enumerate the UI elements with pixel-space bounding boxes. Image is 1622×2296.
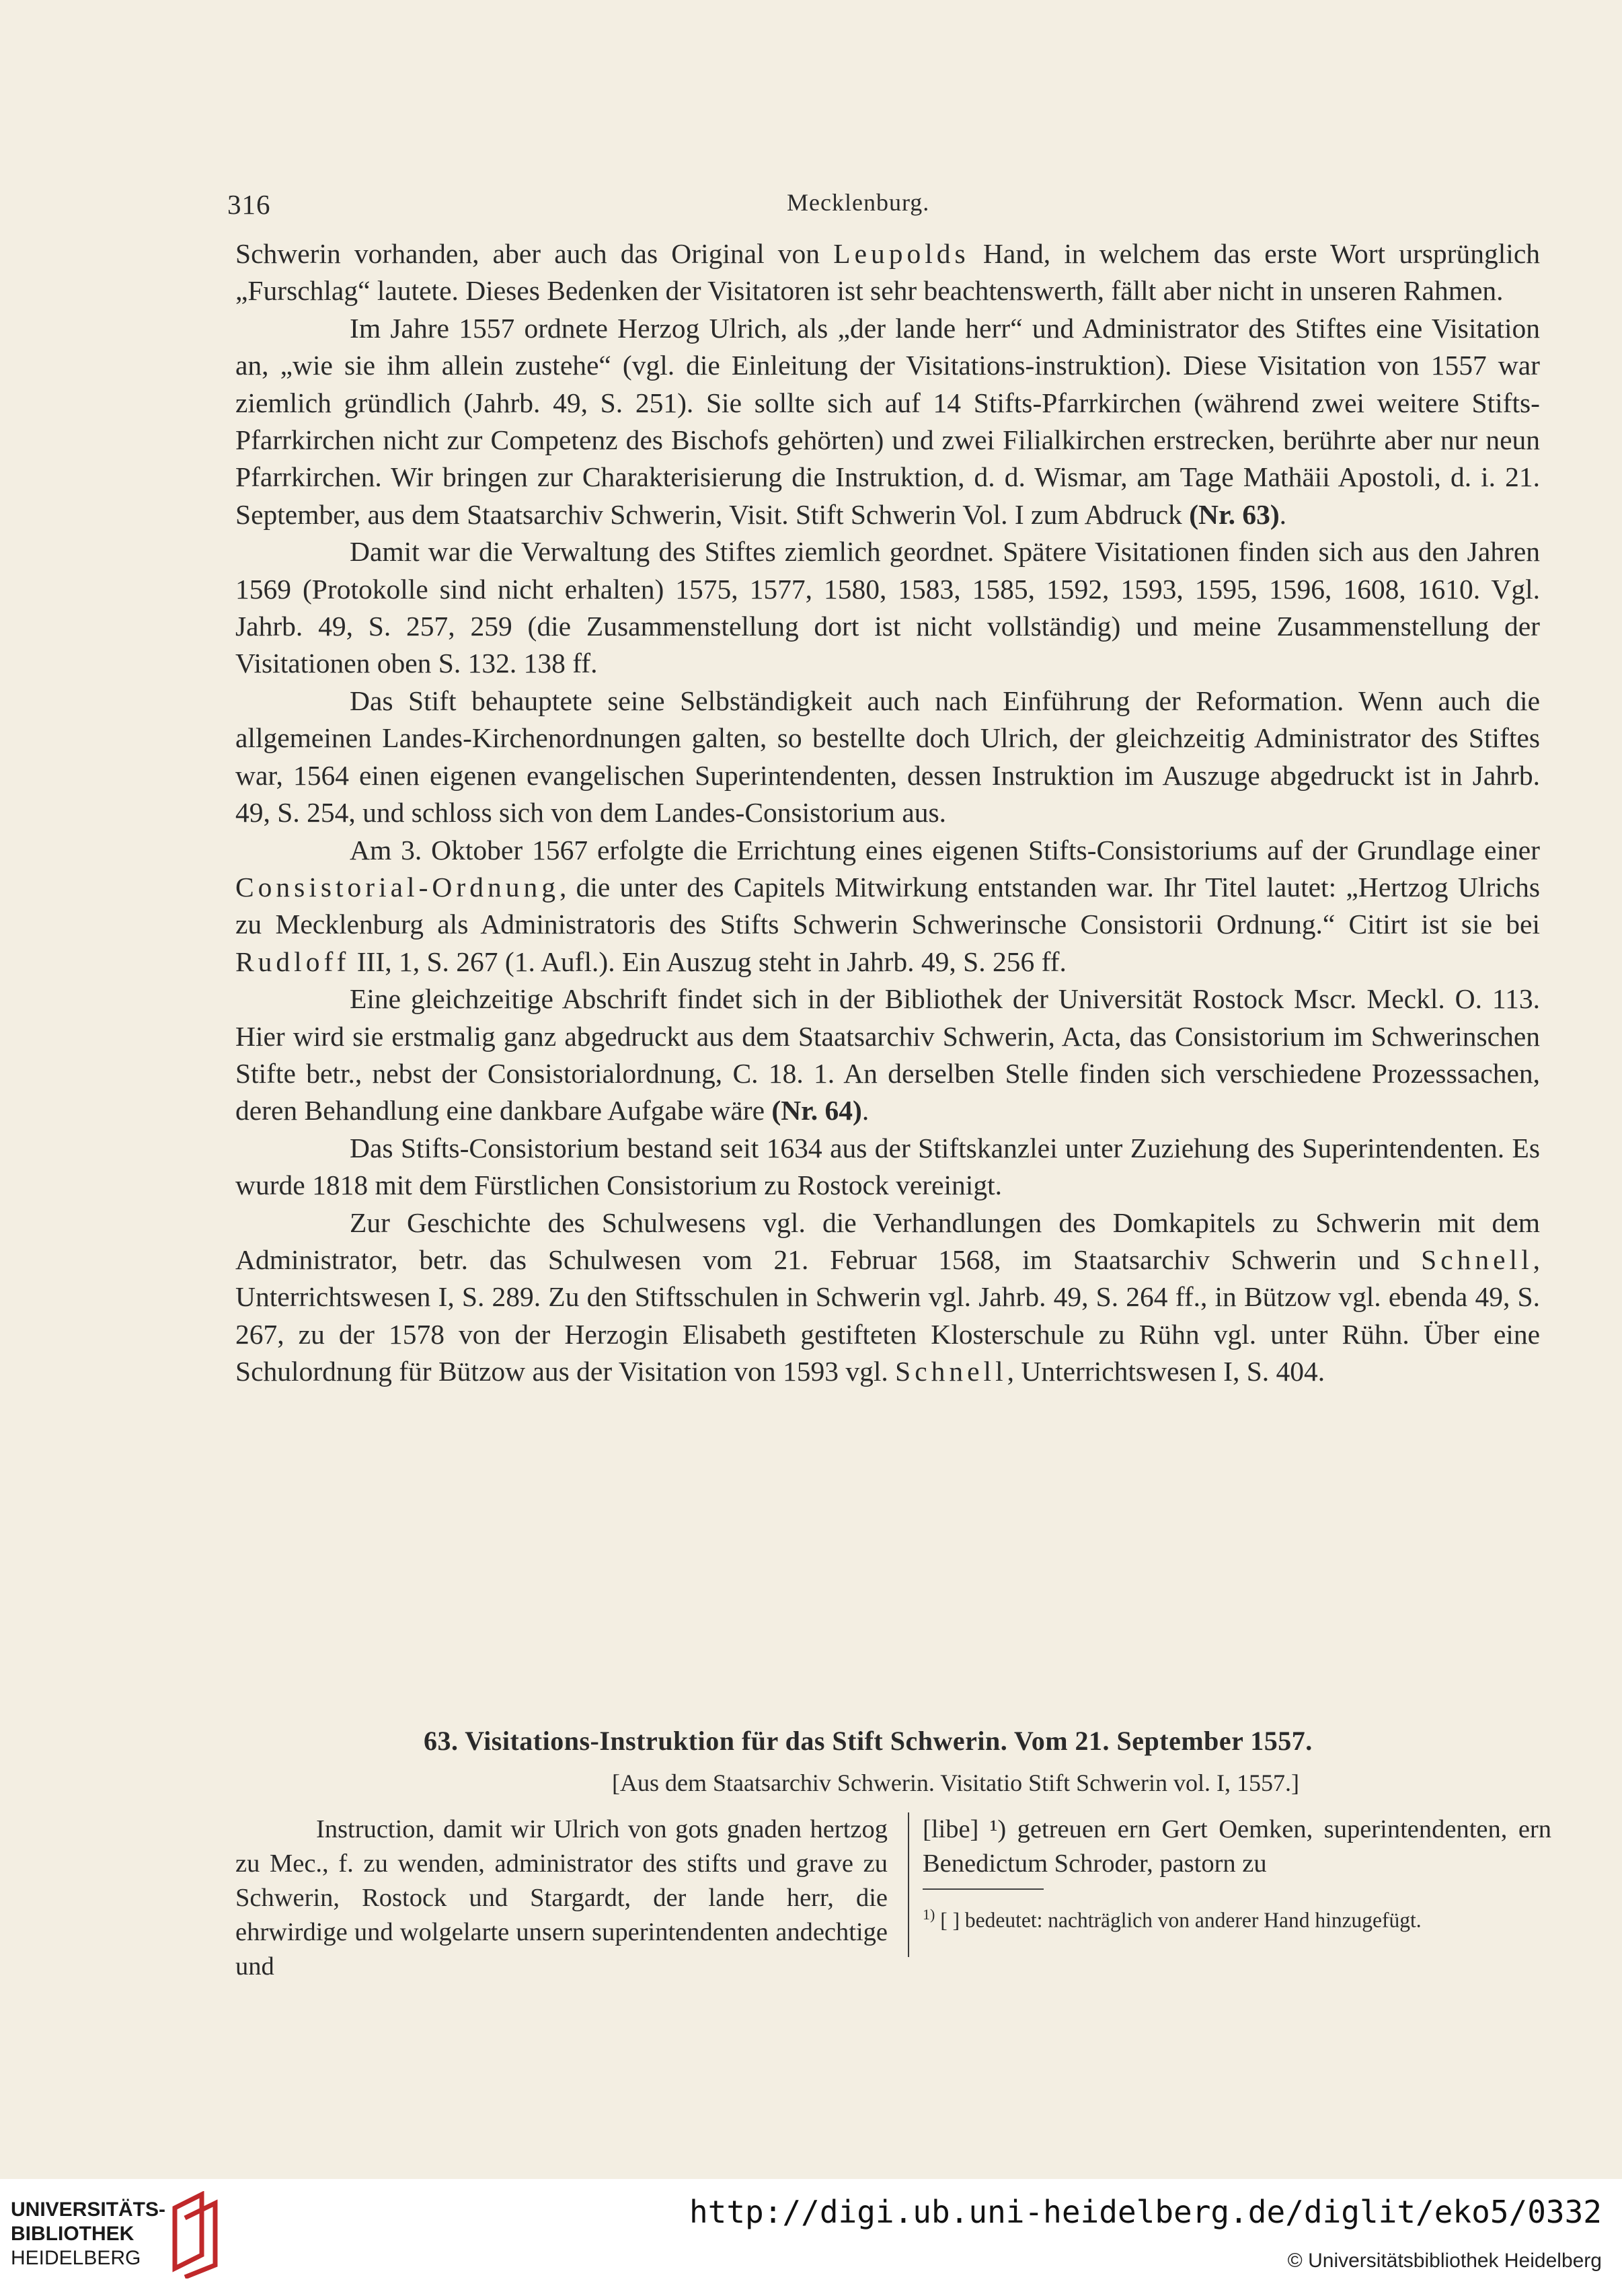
footnote-text: [ ] bedeutet: nachträglich von anderer Hand hinzugefügt. (940, 1908, 1422, 1932)
paragraph (235, 1204, 1540, 1391)
main-text (235, 235, 1540, 1391)
paragraph (235, 310, 1540, 533)
permalink-url[interactable]: http://digi.ub.uni-heidelberg.de/diglit/eko5/0332 (689, 2194, 1602, 2230)
right-column: [libe] ¹) getreuen ern Gert Oemken, superintendenten, ern Benedictum Schroder, pastorn zu (923, 1815, 1551, 1878)
paragraph-text: , die unter des Capitels Mitwirkung entstanden war. Ihr Titel lautet: „Hertzog Ulrichs zu Mecklenburg als Administratoris des Stifts Schwerin Schwerinsche Consistorii Ordnung.“ Citirt ist sie bei (235, 871, 1540, 940)
paragraph (235, 832, 1540, 981)
left-column (235, 1812, 888, 1984)
library-logo-text (11, 2198, 165, 2270)
paragraph-text: . (861, 1095, 870, 1126)
paragraph-text: Leupolds (833, 238, 970, 269)
paragraph-text: Am 3. Oktober 1567 erfolgte die Errichtung eines eigenen Stifts-Consistoriums auf der Grundlage einer (350, 834, 1540, 866)
library-logo-icon (161, 2191, 229, 2279)
footnote-rule (923, 1888, 1044, 1890)
paragraph-text: (Nr. 63) (1189, 498, 1280, 530)
paragraph-text: Consistorial-Ordnung (235, 871, 559, 903)
logo-line: HEIDELBERG (11, 2247, 141, 2269)
paragraph-text: Schnell (895, 1356, 1007, 1387)
paragraph-text: Hand, in welchem das erste Wort ursprünglich „Furschlag“ lautete. Dieses Bedenken der Visitatoren ist sehr beachtenswerth, fällt aber nicht in unseren Rahmen. (235, 238, 1540, 307)
paragraph (235, 533, 1540, 683)
paragraph-text: , Unterrichtswesen I, S. 404. (1007, 1356, 1325, 1387)
paragraph-text: Das Stift behauptete seine Selbständigkeit auch nach Einführung der Reformation. Wenn auch die allgemeinen Landes-Kirchenordnungen galten, so bestellte doch Ulrich, der gleichzeitig Administrator des Stiftes war, 1564 einen eigenen evangelischen Superintendenten, dessen Instruktion im Auszuge abgedruckt ist in Jahrb. 49, S. 254, und schloss sich von dem Landes-Consistorium aus. (235, 685, 1540, 829)
section-heading: 63. Visitations-Instruktion für das Stift Schwerin. Vom 21. September 1557. (424, 1726, 1313, 1756)
paragraph-text: Das Stifts-Consistorium bestand seit 1634 aus der Stiftskanzlei unter Zuziehung des Superintendenten. Es wurde 1818 mit dem Fürstlichen Consistorium zu Rostock vereinigt. (235, 1132, 1540, 1201)
paragraph-text: Rudloff (235, 946, 350, 977)
paragraph-text: (Nr. 64) (771, 1095, 862, 1126)
paragraph-text: III, 1, S. 267 (1. Aufl.). Ein Auszug steht in Jahrb. 49, S. 256 ff. (350, 946, 1067, 977)
paragraph (235, 1130, 1540, 1204)
paragraph-text: Schwerin vorhanden, aber auch das Original von (235, 238, 834, 269)
paragraph-text: Schnell (1421, 1243, 1533, 1275)
logo-line: BIBLIOTHEK (11, 2223, 134, 2245)
paragraph-text: Damit war die Verwaltung des Stiftes ziemlich geordnet. Spätere Visitationen finden sich aus den Jahren 1569 (Protokolle sind nicht erhalten) 1575, 1577, 1580, 1583, 1585, 1592, 1593, 1595, 1596, 1608, 1610. Vgl. Jahrb. 49, S. 257, 259 (die Zusammenstellung dort ist nicht vollständig) und meine Zusammenstellung der Visitationen oben S. 132. 138 ff. (235, 536, 1540, 679)
running-title: Mecklenburg. (787, 189, 930, 216)
paragraph-text: Zur Geschichte des Schulwesens vgl. die Verhandlungen des Domkapitels zu Schwerin mit dem Administrator, betr. das Schulwesen vom 21. Februar 1568, im Staatsarchiv Schwerin und (235, 1207, 1540, 1275)
paragraph (235, 683, 1540, 832)
page-number: 316 (227, 189, 271, 220)
paragraph-text: Im Jahre 1557 ordnete Herzog Ulrich, als „der lande herr“ und Administrator des Stiftes eine Visitation an, „wie sie ihm allein zustehe“ (vgl. die Einleitung der Visitations-instruktion). Diese Visitation von 1557 war ziemlich gründlich (Jahrb. 49, S. 251). Sie sollte sich auf 14 Stifts-Pfarrkirchen (während zwei weitere Stifts-Pfarrkirchen nicht zur Competenz des Bischofs gehörten) und zwei Filialkirchen erstrecken, berührte aber nur neun Pfarrkirchen. Wir bringen zur Charakterisierung die Instruktion, d. d. Wismar, am Tage Mathäii Apostoli, d. i. 21. September, aus dem Staatsarchiv Schwerin, Visit. Stift Schwerin Vol. I zum Abdruck (235, 312, 1540, 530)
paragraph-text: Eine gleichzeitige Abschrift findet sich in der Bibliothek der Universität Rostock Mscr. Meckl. O. 113. Hier wird sie erstmalig ganz abgedruckt aus dem Staatsarchiv Schwerin, Acta, das Consistorium im Schwerinschen Stifte betr., nebst der Consistorialordnung, C. 18. 1. An derselben Stelle finden sich verschiedene Prozesssachen, deren Behandlung eine dankbare Aufgabe wäre (235, 983, 1540, 1126)
paragraph (235, 981, 1540, 1130)
column-divider (908, 1812, 909, 1957)
left-column-text: Instruction, damit wir Ulrich von gots gnaden hertzog zu Mec., f. zu wenden, administrator des stifts und grave zu Schwerin, Rostock und Stargardt, der lande herr, die ehrwirdige und wolgelarte unsern superintendenten andechtige und (235, 1815, 888, 1981)
paragraph-text: . (1279, 498, 1287, 530)
footnote-mark: 1) (923, 1906, 935, 1923)
logo-line: UNIVERSITÄTS- (11, 2198, 166, 2221)
copyright-notice: © Universitätsbibliothek Heidelberg (1287, 2250, 1602, 2272)
source-note: [Aus dem Staatsarchiv Schwerin. Visitatio Stift Schwerin vol. I, 1557.] (612, 1769, 1300, 1796)
paragraph (235, 235, 1540, 310)
paragraph-text: , Unterrichtswesen I, S. 289. Zu den Stiftsschulen in Schwerin vgl. Jahrb. 49, S. 264 ff., in Bützow vgl. ebenda 49, S. 267, zu der 1578 von der Herzogin Elisabeth gestifteten Klosterschule zu Rühn vgl. unter Rühn. Über eine Schulordnung für Bützow aus der Visitation von 1593 vgl. (235, 1243, 1540, 1387)
footnote (923, 1900, 1551, 1936)
